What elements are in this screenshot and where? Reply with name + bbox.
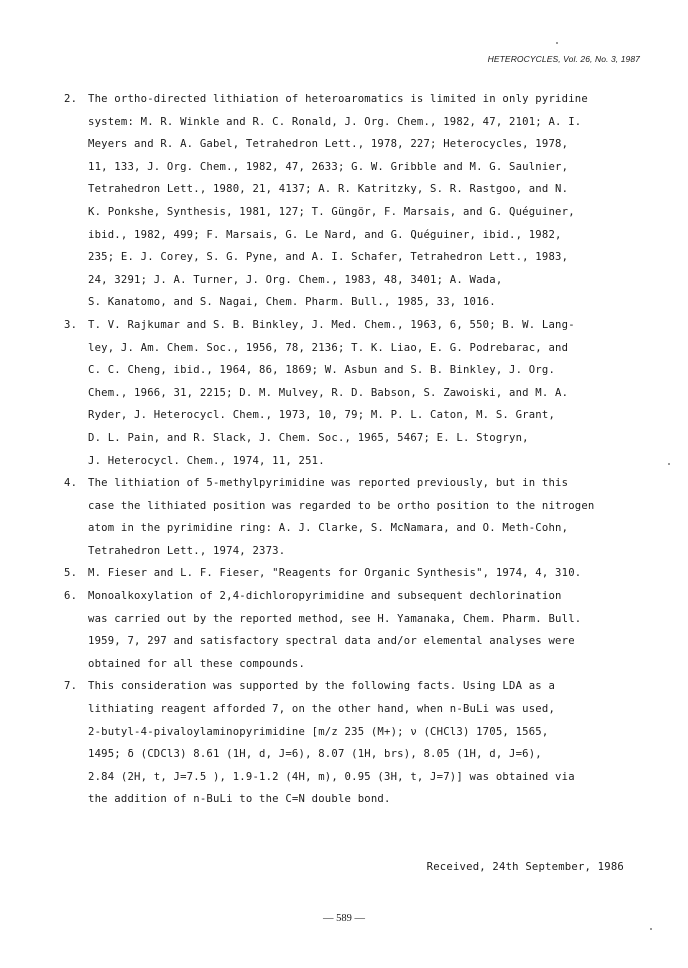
reference-line: This consideration was supported by the following facts. Using LDA as a (88, 680, 556, 693)
reference-line: J. Heterocycl. Chem., 1974, 11, 251. (88, 454, 325, 467)
reference-line: was carried out by the reported method, see H. Yamanaka, Chem. Pharm. Bull. (88, 612, 582, 625)
reference-text (88, 562, 634, 585)
scan-speck (650, 928, 652, 930)
reference-number: 6. (64, 590, 78, 603)
reference-line: Ryder, J. Heterocycl. Chem., 1973, 10, 79; M. P. L. Caton, M. S. Grant, (88, 409, 556, 422)
reference-line: Meyers and R. A. Gabel, Tetrahedron Lett., 1978, 227; Heterocycles, 1978, (88, 138, 569, 151)
reference-number: 2. (64, 93, 78, 105)
reference-text (88, 88, 634, 314)
reference-line: 235; E. J. Corey, S. G. Pyne, and A. I. Schafer, Tetrahedron Lett., 1983, (88, 251, 569, 264)
journal-header: HETEROCYCLES, Vol. 26, No. 3, 1987 (487, 54, 640, 64)
reference-line: Monoalkoxylation of 2,4-dichloropyrimidine and subsequent dechlorination (88, 590, 562, 603)
reference-line: 2-butyl-4-pivaloylaminopyrimidine [m/z 235 (M+); ν (CHCl3) 1705, 1565, (88, 725, 549, 738)
reference-line: system: M. R. Winkle and R. C. Ronald, J. Org. Chem., 1982, 47, 2101; A. I. (88, 115, 582, 128)
reference-text (88, 675, 634, 811)
reference-item (64, 472, 634, 562)
reference-line: The ortho-directed lithiation of heteroaromatics is limited in only pyridine (88, 93, 588, 105)
reference-item (64, 562, 634, 585)
reference-item (64, 585, 634, 675)
reference-line: 1495; δ (CDCl3) 8.61 (1H, d, J=6), 8.07 (1H, brs), 8.05 (1H, d, J=6), (88, 748, 542, 761)
reference-line: Tetrahedron Lett., 1980, 21, 4137; A. R. Katritzky, S. R. Rastgoo, and N. (88, 183, 569, 196)
reference-number: 4. (64, 477, 78, 490)
reference-number: 7. (64, 680, 78, 693)
received-date: Received, 24th September, 1986 (426, 861, 624, 873)
reference-line: S. Kanatomo, and S. Nagai, Chem. Pharm. Bull., 1985, 33, 1016. (88, 296, 496, 309)
references-list (64, 88, 634, 811)
reference-line: K. Ponkshe, Synthesis, 1981, 127; T. Güngör, F. Marsais, and G. Quéguiner, (88, 205, 575, 218)
reference-line: 11, 133, J. Org. Chem., 1982, 47, 2633; G. W. Gribble and M. G. Saulnier, (88, 160, 569, 173)
reference-number: 3. (64, 318, 78, 331)
reference-item (64, 88, 634, 314)
reference-line: atom in the pyrimidine ring: A. J. Clarke, S. McNamara, and O. Meth-Cohn, (88, 522, 569, 535)
reference-line: the addition of n-BuLi to the C=N double bond. (88, 793, 391, 806)
reference-line: case the lithiated position was regarded to be ortho position to the nitrogen (88, 499, 595, 512)
reference-line: 2.84 (2H, t, J=7.5 ), 1.9-1.2 (4H, m), 0.95 (3H, t, J=7)] was obtained via (88, 770, 575, 783)
reference-line: 1959, 7, 297 and satisfactory spectral data and/or elemental analyses were (88, 635, 575, 648)
reference-line: C. C. Cheng, ibid., 1964, 86, 1869; W. Asbun and S. B. Binkley, J. Org. (88, 364, 556, 377)
reference-line: Chem., 1966, 31, 2215; D. M. Mulvey, R. D. Babson, S. Zawoiski, and M. A. (88, 386, 569, 399)
reference-item (64, 314, 634, 472)
page-number: — 589 — (323, 913, 365, 924)
scan-speck (556, 42, 558, 44)
reference-number: 5. (64, 567, 78, 580)
reference-line: obtained for all these compounds. (88, 657, 306, 670)
scan-speck (668, 463, 670, 465)
reference-line: ibid., 1982, 499; F. Marsais, G. Le Nard, and G. Quéguiner, ibid., 1982, (88, 228, 562, 241)
reference-line: The lithiation of 5-methylpyrimidine was reported previously, but in this (88, 477, 569, 490)
reference-line: T. V. Rajkumar and S. B. Binkley, J. Med. Chem., 1963, 6, 550; B. W. Lang- (88, 318, 575, 331)
reference-line: M. Fieser and L. F. Fieser, "Reagents for Organic Synthesis", 1974, 4, 310. (88, 567, 582, 580)
reference-text (88, 472, 634, 562)
reference-text (88, 314, 634, 472)
reference-line: D. L. Pain, and R. Slack, J. Chem. Soc., 1965, 5467; E. L. Stogryn, (88, 431, 529, 444)
reference-line: lithiating reagent afforded 7, on the other hand, when n-BuLi was used, (88, 703, 556, 716)
reference-item (64, 675, 634, 811)
reference-line: ley, J. Am. Chem. Soc., 1956, 78, 2136; T. K. Liao, E. G. Podrebarac, and (88, 341, 569, 354)
reference-line: 24, 3291; J. A. Turner, J. Org. Chem., 1983, 48, 3401; A. Wada, (88, 273, 503, 286)
reference-line: Tetrahedron Lett., 1974, 2373. (88, 544, 286, 557)
reference-text (88, 585, 634, 675)
